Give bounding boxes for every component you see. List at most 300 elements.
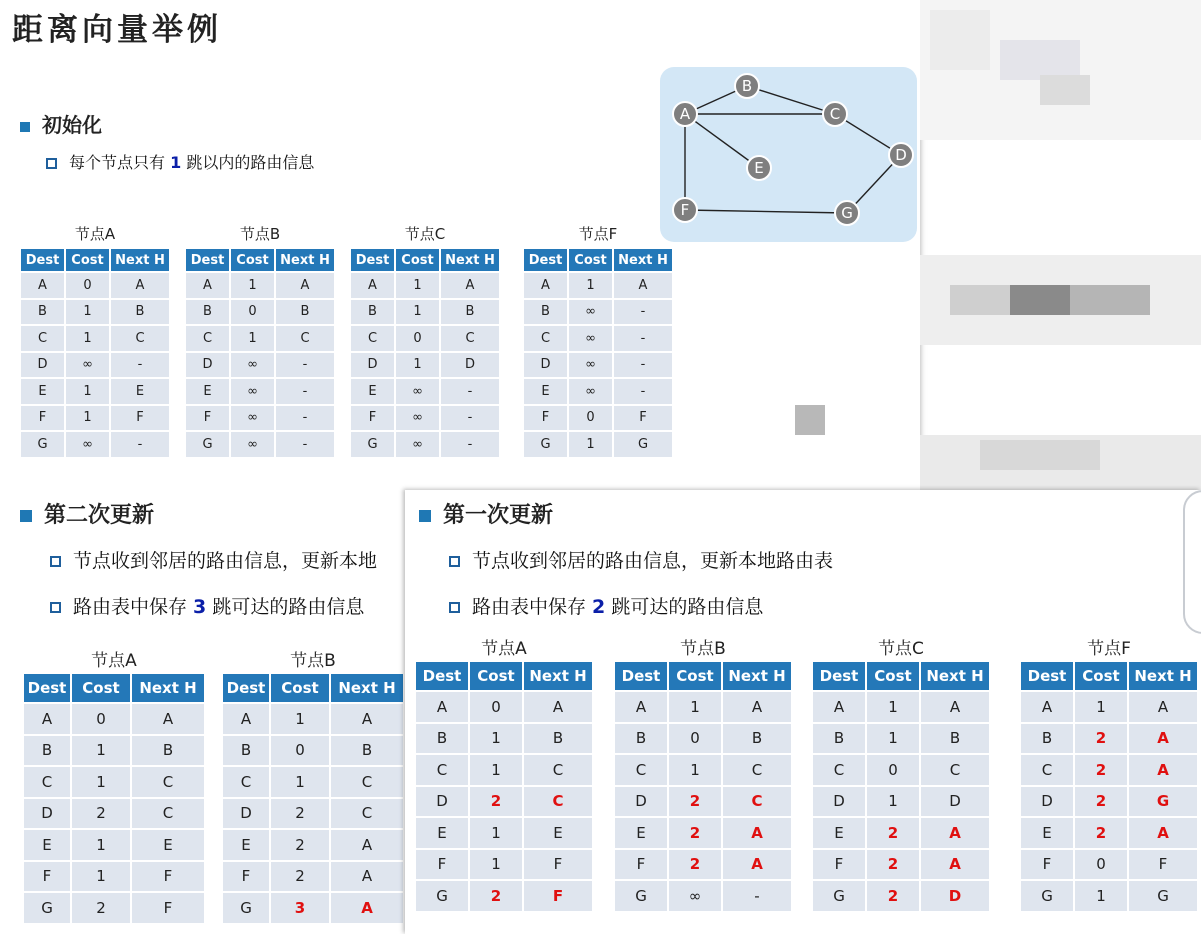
table-caption: 节点A bbox=[481, 639, 527, 659]
table-caption: 节点C bbox=[404, 225, 446, 243]
table-cell: B bbox=[351, 300, 394, 325]
table-cell: A bbox=[1129, 692, 1197, 722]
table-row bbox=[351, 273, 499, 298]
column-header: Next H bbox=[132, 674, 204, 702]
table-cell: ∞ bbox=[231, 353, 274, 378]
table-cell: A bbox=[223, 704, 269, 734]
first-table-0 bbox=[414, 634, 594, 913]
table-cell: D bbox=[921, 787, 989, 817]
table-row bbox=[24, 799, 204, 829]
table-caption: 节点F bbox=[578, 225, 618, 243]
table-cell: B bbox=[24, 736, 70, 766]
table-cell: ∞ bbox=[569, 326, 612, 351]
table-cell: 1 bbox=[669, 755, 721, 785]
column-header: Next H bbox=[276, 249, 334, 271]
table-cell: A bbox=[723, 850, 791, 880]
first-table-2 bbox=[811, 634, 991, 913]
table-cell: 2 bbox=[669, 787, 721, 817]
routing-table bbox=[811, 660, 991, 913]
table-cell: A bbox=[441, 273, 499, 298]
table-cell: E bbox=[524, 379, 567, 404]
table-row bbox=[351, 353, 499, 378]
table-cell: B bbox=[416, 724, 468, 754]
table-row bbox=[186, 406, 334, 431]
graph-node-label: C bbox=[829, 105, 841, 123]
table-cell: C bbox=[524, 787, 592, 817]
edge-bracket bbox=[1183, 490, 1201, 634]
table-cell: F bbox=[21, 406, 64, 431]
table-cell: F bbox=[614, 406, 672, 431]
column-header: Cost bbox=[470, 662, 522, 690]
table-row bbox=[351, 326, 499, 351]
table-cell: 1 bbox=[569, 273, 612, 298]
table-cell: B bbox=[331, 736, 403, 766]
blurred-patch bbox=[795, 405, 825, 435]
table-cell: C bbox=[524, 326, 567, 351]
table-row bbox=[223, 736, 403, 766]
graph-node-C bbox=[823, 102, 847, 126]
graph-node-label: D bbox=[895, 146, 907, 164]
hollow-bullet-icon bbox=[46, 158, 57, 169]
table-cell: C bbox=[351, 326, 394, 351]
table-cell: C bbox=[813, 755, 865, 785]
table-cell: C bbox=[111, 326, 169, 351]
table-row bbox=[813, 787, 989, 817]
table-row bbox=[1021, 818, 1197, 848]
table-cell: G bbox=[614, 432, 672, 457]
table-row bbox=[21, 406, 169, 431]
table-row bbox=[1021, 881, 1197, 911]
table-cell: 1 bbox=[470, 818, 522, 848]
graph-node-F bbox=[673, 198, 697, 222]
table-cell: A bbox=[186, 273, 229, 298]
table-row bbox=[351, 406, 499, 431]
init-table-0 bbox=[19, 223, 171, 459]
graph-node-B bbox=[735, 74, 759, 98]
second-table-0 bbox=[22, 646, 206, 925]
table-cell: A bbox=[416, 692, 468, 722]
network-graph bbox=[660, 67, 917, 242]
table-cell: G bbox=[186, 432, 229, 457]
table-cell: 2 bbox=[669, 850, 721, 880]
table-cell: - bbox=[614, 379, 672, 404]
table-row bbox=[186, 300, 334, 325]
graph-node-G bbox=[835, 201, 859, 225]
column-header: Dest bbox=[351, 249, 394, 271]
table-cell: F bbox=[524, 406, 567, 431]
table-cell: ∞ bbox=[231, 379, 274, 404]
first-line1-text: 节点收到邻居的路由信息，更新本地路由表 bbox=[472, 550, 834, 572]
table-row bbox=[186, 432, 334, 457]
routing-table bbox=[22, 672, 206, 925]
table-cell: 2 bbox=[72, 799, 130, 829]
second-table-1 bbox=[221, 646, 405, 925]
table-cell: 1 bbox=[396, 300, 439, 325]
column-header: Dest bbox=[21, 249, 64, 271]
graph-edge-BC bbox=[747, 86, 835, 114]
first-table-1 bbox=[613, 634, 793, 913]
first-update-heading-text: 第一次更新 bbox=[443, 503, 554, 528]
table-cell: B bbox=[223, 736, 269, 766]
table-cell: F bbox=[524, 850, 592, 880]
table-cell: - bbox=[614, 326, 672, 351]
table-cell: 2 bbox=[669, 818, 721, 848]
graph-node-label: A bbox=[679, 105, 691, 123]
table-cell: 0 bbox=[669, 724, 721, 754]
table-cell: D bbox=[186, 353, 229, 378]
table-cell: 1 bbox=[867, 692, 919, 722]
table-cell: E bbox=[1021, 818, 1073, 848]
routing-table bbox=[414, 660, 594, 913]
table-cell: D bbox=[24, 799, 70, 829]
init-slide bbox=[0, 0, 920, 490]
first-update-line1 bbox=[449, 546, 833, 573]
table-cell: B bbox=[276, 300, 334, 325]
hollow-bullet-icon bbox=[50, 602, 61, 613]
table-cell: 2 bbox=[867, 881, 919, 911]
table-cell: 2 bbox=[867, 850, 919, 880]
table-cell: 1 bbox=[72, 767, 130, 797]
table-cell: B bbox=[723, 724, 791, 754]
column-header: Next H bbox=[331, 674, 403, 702]
table-cell: - bbox=[111, 432, 169, 457]
table-cell: ∞ bbox=[569, 379, 612, 404]
init-sub-pre: 每个节点只有 bbox=[69, 153, 171, 172]
table-cell: E bbox=[351, 379, 394, 404]
hollow-bullet-icon bbox=[50, 556, 61, 567]
column-header: Next H bbox=[524, 662, 592, 690]
table-cell: B bbox=[111, 300, 169, 325]
table-cell: 0 bbox=[66, 273, 109, 298]
table-row bbox=[524, 432, 672, 457]
square-bullet-icon bbox=[419, 510, 431, 522]
routing-table bbox=[184, 247, 336, 459]
table-row bbox=[351, 432, 499, 457]
table-row bbox=[813, 724, 989, 754]
first-table-3 bbox=[1019, 634, 1199, 913]
column-header: Next H bbox=[441, 249, 499, 271]
table-cell: 1 bbox=[72, 862, 130, 892]
table-cell: 1 bbox=[569, 432, 612, 457]
table-cell: 0 bbox=[271, 736, 329, 766]
routing-table bbox=[221, 672, 405, 925]
table-cell: D bbox=[416, 787, 468, 817]
table-cell: 1 bbox=[66, 379, 109, 404]
table-cell: 1 bbox=[470, 755, 522, 785]
init-heading bbox=[20, 109, 102, 138]
table-row bbox=[21, 353, 169, 378]
table-cell: D bbox=[441, 353, 499, 378]
graph-node-label: B bbox=[741, 77, 753, 95]
table-cell: 1 bbox=[669, 692, 721, 722]
column-header: Cost bbox=[231, 249, 274, 271]
table-cell: ∞ bbox=[231, 406, 274, 431]
table-row bbox=[416, 787, 592, 817]
table-cell: A bbox=[331, 862, 403, 892]
table-cell: B bbox=[21, 300, 64, 325]
table-row bbox=[615, 724, 791, 754]
second-update-heading bbox=[20, 498, 154, 529]
init-table-1 bbox=[184, 223, 336, 459]
table-cell: ∞ bbox=[231, 432, 274, 457]
table-cell: G bbox=[524, 432, 567, 457]
table-cell: - bbox=[723, 881, 791, 911]
table-cell: C bbox=[921, 755, 989, 785]
table-cell: 1 bbox=[231, 273, 274, 298]
table-cell: - bbox=[441, 379, 499, 404]
table-cell: D bbox=[21, 353, 64, 378]
column-header: Next H bbox=[111, 249, 169, 271]
column-header: Cost bbox=[669, 662, 721, 690]
second-update-slide bbox=[0, 490, 410, 934]
table-cell: D bbox=[921, 881, 989, 911]
graph-node-D bbox=[889, 143, 913, 167]
column-header: Dest bbox=[813, 662, 865, 690]
table-cell: B bbox=[1021, 724, 1073, 754]
table-cell: G bbox=[21, 432, 64, 457]
table-caption: 节点A bbox=[91, 651, 137, 671]
init-subtitle bbox=[46, 150, 314, 173]
table-cell: C bbox=[331, 799, 403, 829]
table-cell: 1 bbox=[867, 787, 919, 817]
table-row bbox=[813, 692, 989, 722]
column-header: Next H bbox=[921, 662, 989, 690]
table-cell: E bbox=[416, 818, 468, 848]
table-cell: - bbox=[614, 353, 672, 378]
graph-node-A bbox=[673, 102, 697, 126]
second-update-line2 bbox=[50, 592, 364, 619]
table-cell: 3 bbox=[271, 893, 329, 923]
table-cell: 2 bbox=[1075, 818, 1127, 848]
table-cell: 2 bbox=[271, 862, 329, 892]
table-cell: E bbox=[813, 818, 865, 848]
table-row bbox=[524, 273, 672, 298]
init-sub-num: 1 bbox=[170, 153, 182, 172]
table-cell: 0 bbox=[569, 406, 612, 431]
table-row bbox=[223, 767, 403, 797]
table-cell: A bbox=[351, 273, 394, 298]
table-cell: G bbox=[1129, 787, 1197, 817]
table-cell: F bbox=[186, 406, 229, 431]
table-cell: 1 bbox=[72, 830, 130, 860]
column-header: Cost bbox=[396, 249, 439, 271]
table-row bbox=[615, 881, 791, 911]
table-caption: 节点B bbox=[680, 639, 726, 659]
column-header: Cost bbox=[271, 674, 329, 702]
table-cell: C bbox=[1021, 755, 1073, 785]
table-row bbox=[186, 379, 334, 404]
table-row bbox=[223, 799, 403, 829]
table-cell: B bbox=[132, 736, 204, 766]
table-row bbox=[223, 830, 403, 860]
table-row bbox=[223, 893, 403, 923]
table-cell: C bbox=[276, 326, 334, 351]
table-cell: D bbox=[223, 799, 269, 829]
table-row bbox=[1021, 724, 1197, 754]
table-cell: 0 bbox=[1075, 850, 1127, 880]
table-cell: C bbox=[186, 326, 229, 351]
table-row bbox=[615, 787, 791, 817]
table-cell: A bbox=[111, 273, 169, 298]
table-cell: A bbox=[615, 692, 667, 722]
table-cell: 1 bbox=[396, 273, 439, 298]
table-cell: E bbox=[111, 379, 169, 404]
network-graph-svg bbox=[660, 67, 917, 242]
table-cell: C bbox=[723, 787, 791, 817]
column-header: Dest bbox=[524, 249, 567, 271]
table-cell: E bbox=[615, 818, 667, 848]
table-cell: 0 bbox=[72, 704, 130, 734]
table-cell: G bbox=[615, 881, 667, 911]
table-row bbox=[813, 818, 989, 848]
column-header: Next H bbox=[614, 249, 672, 271]
table-cell: D bbox=[351, 353, 394, 378]
table-caption: 节点B bbox=[239, 225, 281, 243]
init-table-2 bbox=[349, 223, 501, 459]
table-row bbox=[21, 379, 169, 404]
table-row bbox=[1021, 692, 1197, 722]
table-cell: 0 bbox=[231, 300, 274, 325]
table-cell: C bbox=[132, 799, 204, 829]
table-cell: 1 bbox=[231, 326, 274, 351]
table-cell: 1 bbox=[396, 353, 439, 378]
table-cell: B bbox=[441, 300, 499, 325]
column-header: Dest bbox=[615, 662, 667, 690]
table-cell: 2 bbox=[470, 881, 522, 911]
first-update-heading bbox=[419, 498, 553, 529]
table-caption: 节点B bbox=[290, 651, 336, 671]
second-update-line1 bbox=[50, 546, 405, 573]
table-cell: D bbox=[813, 787, 865, 817]
table-cell: F bbox=[1021, 850, 1073, 880]
table-cell: 0 bbox=[867, 755, 919, 785]
table-cell: C bbox=[416, 755, 468, 785]
square-bullet-icon bbox=[20, 510, 32, 522]
table-cell: F bbox=[1129, 850, 1197, 880]
table-row bbox=[24, 736, 204, 766]
table-cell: 1 bbox=[72, 736, 130, 766]
table-row bbox=[24, 862, 204, 892]
table-row bbox=[615, 818, 791, 848]
table-row bbox=[24, 767, 204, 797]
second-line2-pre: 路由表中保存 bbox=[73, 596, 194, 618]
table-cell: C bbox=[524, 755, 592, 785]
table-cell: E bbox=[223, 830, 269, 860]
table-cell: B bbox=[921, 724, 989, 754]
table-cell: G bbox=[813, 881, 865, 911]
table-row bbox=[416, 755, 592, 785]
table-cell: F bbox=[111, 406, 169, 431]
table-cell: A bbox=[1021, 692, 1073, 722]
table-cell: F bbox=[615, 850, 667, 880]
table-cell: B bbox=[186, 300, 229, 325]
table-cell: A bbox=[132, 704, 204, 734]
table-row bbox=[1021, 755, 1197, 785]
table-row bbox=[524, 379, 672, 404]
table-cell: ∞ bbox=[396, 432, 439, 457]
column-header: Next H bbox=[723, 662, 791, 690]
init-heading-text: 初始化 bbox=[42, 113, 102, 137]
hollow-bullet-icon bbox=[449, 602, 460, 613]
table-cell: - bbox=[276, 379, 334, 404]
column-header: Dest bbox=[186, 249, 229, 271]
table-row bbox=[615, 692, 791, 722]
table-cell: 0 bbox=[396, 326, 439, 351]
first-line2-num: 2 bbox=[592, 596, 606, 618]
routing-table bbox=[349, 247, 501, 459]
table-cell: C bbox=[132, 767, 204, 797]
second-line2-num: 3 bbox=[193, 596, 207, 618]
table-cell: F bbox=[132, 893, 204, 923]
table-cell: G bbox=[1021, 881, 1073, 911]
table-cell: A bbox=[331, 893, 403, 923]
table-cell: D bbox=[615, 787, 667, 817]
column-header: Next H bbox=[1129, 662, 1197, 690]
table-cell: 1 bbox=[271, 767, 329, 797]
table-cell: - bbox=[441, 432, 499, 457]
table-row bbox=[524, 353, 672, 378]
graph-node-label: F bbox=[680, 201, 690, 219]
column-header: Dest bbox=[223, 674, 269, 702]
table-cell: F bbox=[813, 850, 865, 880]
table-row bbox=[21, 300, 169, 325]
table-row bbox=[416, 850, 592, 880]
graph-edge-FG bbox=[685, 210, 847, 213]
table-cell: D bbox=[524, 353, 567, 378]
table-row bbox=[615, 755, 791, 785]
routing-table bbox=[19, 247, 171, 459]
table-cell: A bbox=[1129, 724, 1197, 754]
table-cell: C bbox=[24, 767, 70, 797]
table-cell: A bbox=[1129, 818, 1197, 848]
table-cell: 2 bbox=[1075, 755, 1127, 785]
second-line2-post: 跳可达的路由信息 bbox=[206, 596, 365, 618]
table-cell: ∞ bbox=[396, 379, 439, 404]
square-bullet-icon bbox=[20, 122, 30, 132]
table-cell: C bbox=[223, 767, 269, 797]
column-header: Dest bbox=[416, 662, 468, 690]
table-cell: 2 bbox=[271, 799, 329, 829]
table-cell: A bbox=[921, 692, 989, 722]
table-cell: A bbox=[331, 704, 403, 734]
first-update-slide bbox=[405, 490, 1201, 934]
table-cell: A bbox=[21, 273, 64, 298]
routing-table bbox=[1019, 660, 1199, 913]
column-header: Cost bbox=[867, 662, 919, 690]
column-header: Cost bbox=[1075, 662, 1127, 690]
graph-edge-AE bbox=[685, 114, 759, 168]
table-row bbox=[524, 406, 672, 431]
column-header: Cost bbox=[66, 249, 109, 271]
table-cell: 1 bbox=[470, 724, 522, 754]
table-cell: G bbox=[1129, 881, 1197, 911]
first-line2-post: 跳可达的路由信息 bbox=[605, 596, 764, 618]
column-header: Cost bbox=[72, 674, 130, 702]
table-cell: 1 bbox=[66, 300, 109, 325]
table-row bbox=[351, 379, 499, 404]
table-cell: ∞ bbox=[569, 300, 612, 325]
second-line1-text: 节点收到邻居的路由信息，更新本地 bbox=[73, 550, 378, 572]
table-cell: 1 bbox=[66, 326, 109, 351]
table-cell: A bbox=[1129, 755, 1197, 785]
table-cell: F bbox=[416, 850, 468, 880]
table-row bbox=[524, 300, 672, 325]
table-cell: A bbox=[331, 830, 403, 860]
table-cell: A bbox=[723, 818, 791, 848]
table-cell: B bbox=[524, 724, 592, 754]
table-row bbox=[21, 326, 169, 351]
column-header: Dest bbox=[1021, 662, 1073, 690]
